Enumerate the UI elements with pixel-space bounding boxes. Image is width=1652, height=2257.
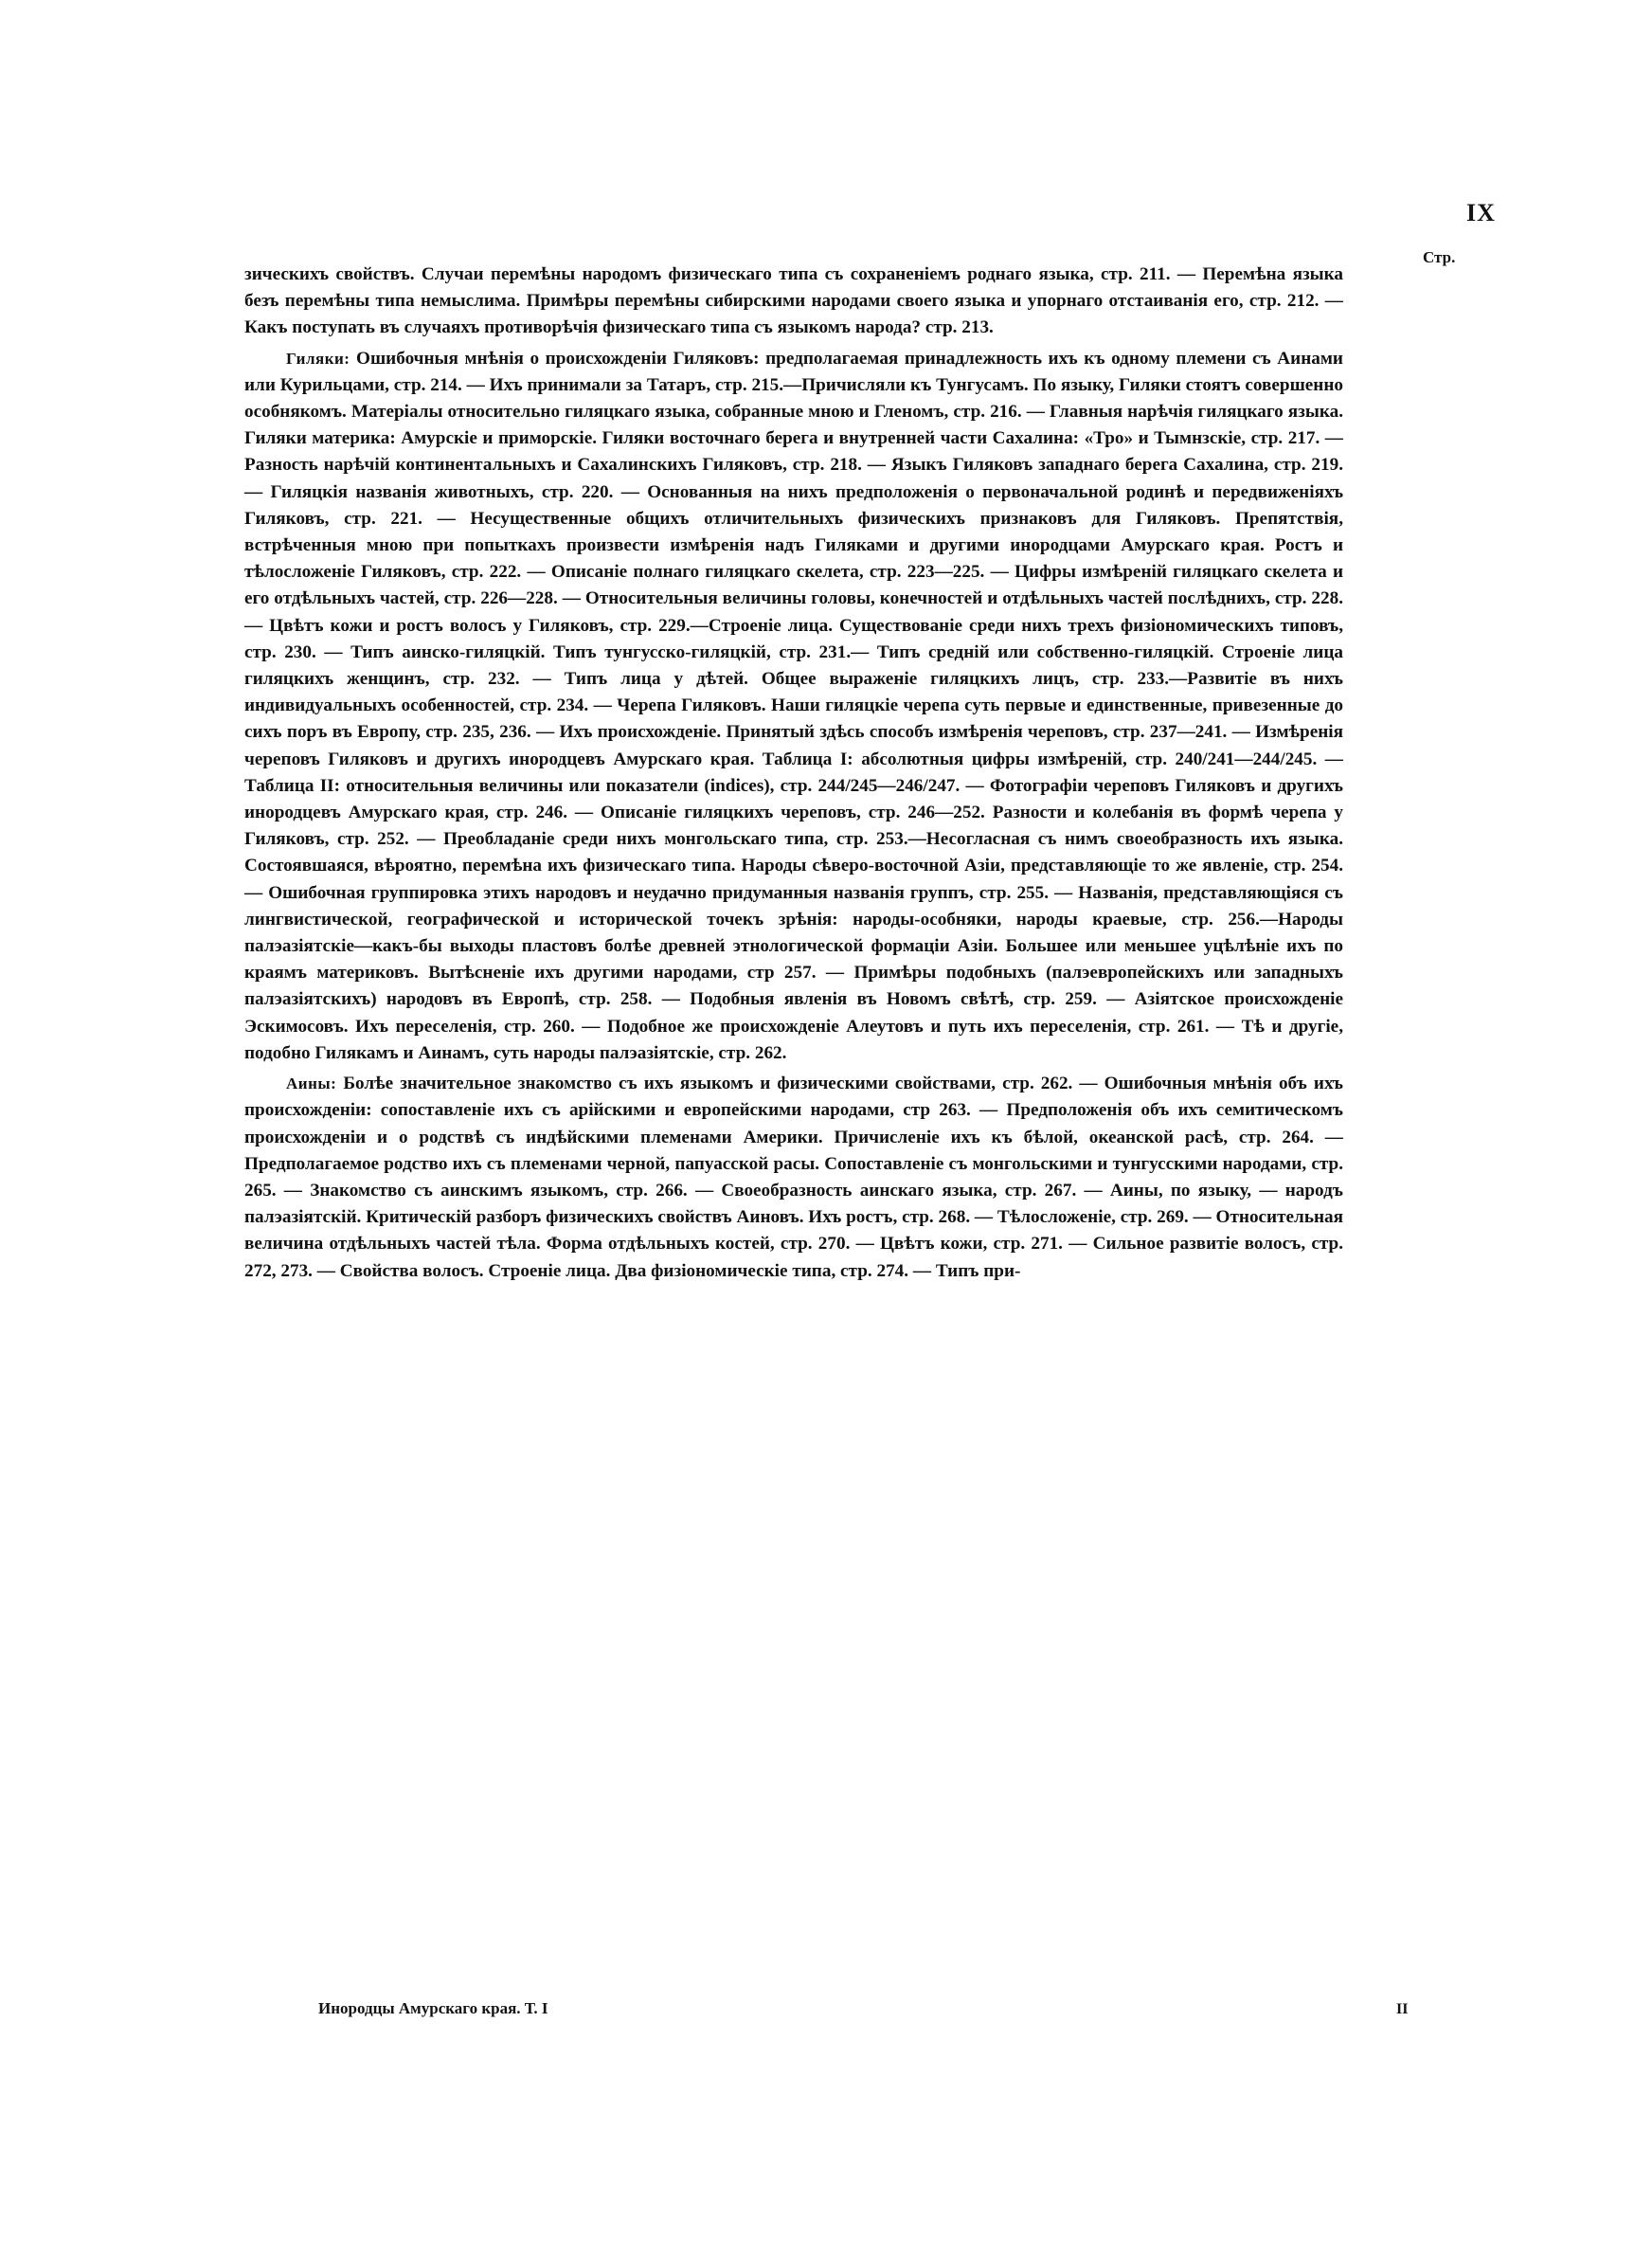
footer-signature: Инородцы Амурскаго края. Т. I <box>318 1999 548 2017</box>
column-label: Стр. <box>1423 248 1456 266</box>
index-text-block <box>244 262 1343 1289</box>
page-number: IX <box>1466 199 1496 226</box>
paragraph-gilyaks <box>244 346 1343 1067</box>
section-lead-gilyaks: Гиляки: <box>286 349 350 368</box>
paragraph-continuation <box>244 262 1343 342</box>
paragraph-text: Ошибочныя мнѣнія о происхожденіи Гиляковъ: предполагаемая принадлежность ихъ къ одному племени съ Аинами или Курильцами, стр. 214. — Ихъ принимали за Татаръ, стр. 215.—Причисляли къ Тунгусамъ. По языку, Гиляки стоятъ совершенно особнякомъ. Матеріалы относительно гиляцкаго языка, собранные мною и Гленомъ, стр. 216. — Главныя нарѣчія гиляцкаго языка. Гиляки материка: Амурскіе и приморскіе. Гиляки восточнаго берега и внутренней части Сахалина: «Тро» и Тымнзскіе, стр. 217. — Разность нарѣчій континентальныхъ и Сахалинскихъ Гиляковъ, стр. 218. — Языкъ Гиляковъ западнаго берега Сахалина, стр. 219. — Гиляцкія названія животныхъ, стр. 220. — Основанныя на нихъ предположенія о первоначальной родинѣ и передвиженіяхъ Гиляковъ, стр. 221. — Несущественные общихъ отличительныхъ физическихъ признаковъ для Гиляковъ. Препятствія, встрѣченныя мною при попыткахъ произвести измѣренія надъ Гиляками и другими инородцами Амурскаго края. Ростъ и тѣлосложеніе Гиляковъ, стр. 222. — Описаніе полнаго гиляцкаго скелета, стр. 223—225. — Цифры измѣреній гиляцкаго скелета и его отдѣльныхъ частей, стр. 226—228. — Относительныя величины головы, конечностей и отдѣльныхъ частей послѣднихъ, стр. 228. — Цвѣтъ кожи и ростъ волосъ у Гиляковъ, стр. 229.—Строеніе лица. Существованіе среди нихъ трехъ физіономическихъ типовъ, стр. 230. — Типъ аинско-гиляцкій. Типъ тунгусско-гиляцкій, стр. 231.— Типъ средній или собственно-гиляцкій. Строеніе лица гиляцкихъ женщинъ, стр. 232. — Типъ лица у дѣтей. Общее выраженіе гиляцкихъ лицъ, стр. 233.—Развитіе въ нихъ индивидуальныхъ особенностей, стр. 234. — Черепа Гиляковъ. Наши гиляцкіе черепа суть первые и единственные, привезенные до сихъ поръ въ Европу, стр. 235, 236. — Ихъ происхожденіе. Принятый здѣсь способъ измѣренія череповъ, стр. 237—241. — Измѣренія череповъ Гиляковъ и другихъ инородцевъ Амурскаго края. Таблица I: абсолютныя цифры измѣреній, стр. 240/241—244/245. — Таблица II: относительныя величины или показатели (indices), стр. 244/245—246/247. — Фотографіи череповъ Гиляковъ и другихъ инородцевъ Амурскаго края, стр. 246. — Описаніе гиляцкихъ череповъ, стр. 246—252. Разности и колебанія въ формѣ черепа у Гиляковъ, стр. 252. — Преобладаніе среди нихъ монгольскаго типа, стр. 253.—Несогласная съ нимъ своеобразность ихъ языка. Состоявшаяся, вѣроятно, перемѣна ихъ физическаго типа. Народы сѣверо-восточной Азіи, представляющіе то же явленіе, стр. 254. — Ошибочная группировка этихъ народовъ и неудачно придуманныя названія группъ, стр. 255. — Названія, представляющіяся съ лингвистической, географической и исторической точекъ зрѣнія: народы-особняки, народы краевые, стр. 256.—Народы палэазіятскіе—какъ-бы выходы пластовъ болѣе древней этнологической формаціи Азіи. Большее или меньшее уцѣлѣніе ихъ по краямъ материковъ. Вытѣсненіе ихъ другими народами, стр 257. — Примѣры подобныхъ (палэевропейскихъ или западныхъ палэазіятскихъ) народовъ въ Европѣ, стр. 258. — Подобныя явленія въ Новомъ свѣтѣ, стр. 259. — Азіятское происхожденіе Эскимосовъ. Ихъ переселенія, стр. 260. — Подобное же происхожденіе Алеутовъ и путь ихъ переселенія, стр. 261. — Тѣ и другіе, подобно Гилякамъ и Аинамъ, суть народы палэазіятскіе, стр. 262. <box>244 348 1343 1063</box>
paragraph-text: зическихъ свойствъ. Случаи перемѣны народомъ физическаго типа съ сохраненіемъ роднаго языка, стр. 211. — Перемѣна языка безъ перемѣны типа немыслима. Примѣры перемѣны сибирскими народами своего языка и упорнаго отстаиванія его, стр. 212. — Какъ поступать въ случаяхъ противорѣчія физическаго типа съ языкомъ народа? стр. 213. <box>244 264 1343 338</box>
paragraph-ainu <box>244 1071 1343 1285</box>
section-lead-ainu: Аины: <box>286 1074 337 1093</box>
sheet-mark: II <box>1396 2001 1409 2017</box>
paragraph-text: Болѣе значительное знакомство съ ихъ языкомъ и физическими свойствами, стр. 262. — Ошибочныя мнѣнія объ ихъ происхожденіи: сопоставленіе ихъ съ арійскими и европейскими народами, стр 263. — Предположенія объ ихъ семитическомъ происхожденіи и о родствѣ съ индѣйскими племенами Америки. Причисленіе ихъ къ бѣлой, океанской расѣ, стр. 264. — Предполагаемое родство ихъ съ племенами черной, папуасской расы. Сопоставленіе съ монгольскими и тунгусскими народами, стр. 265. — Знакомство съ аинскимъ языкомъ, стр. 266. — Своеобразность аинскаго языка, стр. 267. — Аины, по языку, — народъ палэазіятскій. Критическій разборъ физическихъ свойствъ Аиновъ. Ихъ ростъ, стр. 268. — Тѣлосложеніе, стр. 269. — Относительная величина отдѣльныхъ частей тѣла. Форма отдѣльныхъ костей, стр. 270. — Цвѣтъ кожи, стр. 271. — Сильное развитіе волосъ, стр. 272, 273. — Свойства волосъ. Строеніе лица. Два физіономическіе типа, стр. 274. — Типъ при- <box>244 1074 1343 1281</box>
